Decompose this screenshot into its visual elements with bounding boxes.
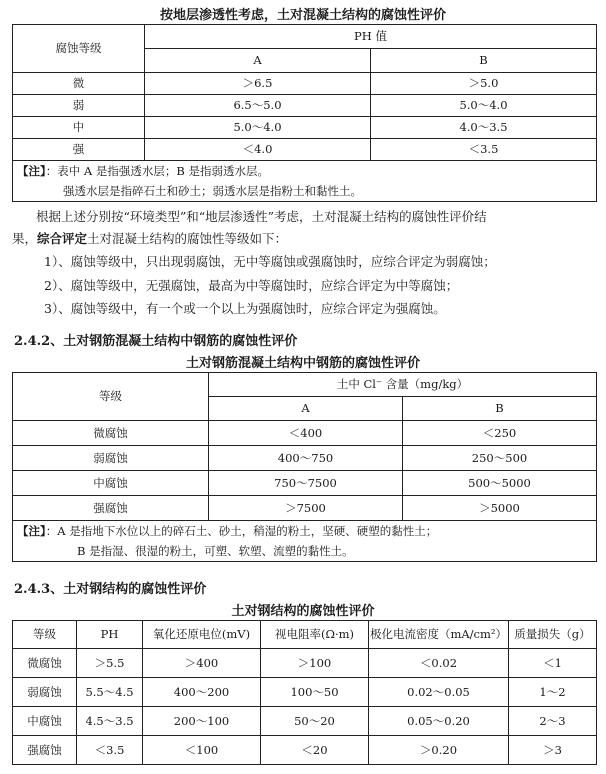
table2-note (13, 521, 597, 562)
criteria-list (44, 250, 496, 321)
table2-cell: 250～500 (403, 446, 597, 471)
table2-cell: ＞7500 (209, 496, 403, 521)
table1-note (13, 161, 597, 202)
note-text: 强透水层是指碎石土和砂土；弱透水层是指粉土和黏性土。 (63, 184, 362, 198)
table3-header: 氧化还原电位(mV) (143, 621, 261, 649)
table-row (13, 736, 597, 765)
table3-cell: ＜20 (261, 736, 369, 765)
note-text: ：A 是指地下水位以上的碎石土、砂土，稍湿的粉土，坚硬、硬塑的黏性土； (45, 524, 438, 538)
paragraph (12, 228, 287, 250)
table1-cell: 4.0～3.5 (371, 117, 597, 139)
table3-cell: 1～2 (509, 678, 597, 707)
table2-cell: ＜250 (403, 421, 597, 446)
table3-cell: 5.5～4.5 (77, 678, 143, 707)
table1-header-b: B (371, 49, 597, 73)
table-row (13, 471, 597, 496)
table2 (12, 372, 597, 562)
table1-header-ph: PH 值 (145, 25, 597, 49)
table1-cell: 强 (13, 139, 145, 161)
table3-header: PH (77, 621, 143, 649)
table3-header: 等级 (13, 621, 77, 649)
table-row (13, 95, 597, 117)
table3-cell: ＞5.5 (77, 649, 143, 678)
table1-caption: 按地层渗透性考虑，土对混凝土结构的腐蚀性评价 (159, 8, 446, 23)
table2-cell: ＞5000 (403, 496, 597, 521)
table2-cell: ＜400 (209, 421, 403, 446)
table1-cell: ＜3.5 (371, 139, 597, 161)
paragraph-bold-text: 综合评定 (37, 231, 88, 246)
table3-cell: 强腐蚀 (13, 736, 77, 765)
paragraph-text: 果， (12, 231, 38, 246)
table2-header-b: B (403, 397, 597, 421)
table1-cell: ＜4.0 (145, 139, 371, 161)
table1-note-row (13, 161, 597, 202)
table2-caption: 土对钢筋混凝土结构中钢筋的腐蚀性评价 (185, 356, 420, 371)
table3-cell: ＞400 (143, 649, 261, 678)
table3-cell: 400～200 (143, 678, 261, 707)
table3-cell: 微腐蚀 (13, 649, 77, 678)
table1-header-grade: 腐蚀等级 (13, 25, 145, 73)
table3-header: 极化电流密度（mA/cm²） (369, 621, 509, 649)
table2-header-grade: 等级 (13, 373, 209, 421)
table3-cell: ＜0.02 (369, 649, 509, 678)
note-text: ：表中 A 是指强透水层；B 是指弱透水层。 (45, 164, 269, 178)
table-row (13, 139, 597, 161)
table-row (13, 678, 597, 707)
table3-cell: 中腐蚀 (13, 707, 77, 736)
table1-cell: 5.0～4.0 (371, 95, 597, 117)
table3-cell: 弱腐蚀 (13, 678, 77, 707)
table2-header-cl: 土中 Cl⁻ 含量（mg/kg） (209, 373, 597, 397)
section-heading-2-4-2: 2.4.2、土对钢筋混凝土结构中钢筋的腐蚀性评价 (14, 334, 298, 349)
paragraph (36, 206, 487, 228)
table1-cell: 中 (13, 117, 145, 139)
table3-cell: ＞3 (509, 736, 597, 765)
list-item: 3）、腐蚀等级中，有一个或一个以上为强腐蚀时，应综合评定为强腐蚀。 (44, 301, 446, 316)
table3-cell: ＜100 (143, 736, 261, 765)
table1-cell: 5.0～4.0 (145, 117, 371, 139)
table2-cell: 微腐蚀 (13, 421, 209, 446)
note-text: B 是指湿、很湿的粉土，可塑、软塑、流塑的黏性土。 (77, 544, 354, 558)
table2-cell: 750～7500 (209, 471, 403, 496)
table-row (13, 117, 597, 139)
table2-cell: 弱腐蚀 (13, 446, 209, 471)
paragraph-text: 土对混凝土结构的腐蚀性等级如下： (87, 231, 288, 246)
table3-cell: 50～20 (261, 707, 369, 736)
table3-cell: ＜1 (509, 649, 597, 678)
table-row (13, 421, 597, 446)
table3-cell: 4.5～3.5 (77, 707, 143, 736)
table2-cell: 强腐蚀 (13, 496, 209, 521)
table3-cell: 0.05～0.20 (369, 707, 509, 736)
table-row (13, 649, 597, 678)
section-heading-2-4-3: 2.4.3、土对钢结构的腐蚀性评价 (14, 582, 207, 597)
table-row (13, 496, 597, 521)
table1-header-a: A (145, 49, 371, 73)
table3-caption: 土对钢结构的腐蚀性评价 (231, 604, 375, 619)
table2-cell: 中腐蚀 (13, 471, 209, 496)
table3-header: 视电阻率(Ω·m) (261, 621, 369, 649)
table1 (12, 24, 597, 202)
table2-cell: 400～750 (209, 446, 403, 471)
table3-cell: ＜3.5 (77, 736, 143, 765)
table3-header: 质量损失（g） (509, 621, 597, 649)
table3-cell: 200～100 (143, 707, 261, 736)
list-item: 2）、腐蚀等级中，无强腐蚀，最高为中等腐蚀时，应综合评定为中等腐蚀； (44, 277, 459, 293)
table1-cell: ＞5.0 (371, 73, 597, 95)
table2-header-a: A (209, 397, 403, 421)
table1-cell: 微 (13, 73, 145, 95)
table1-cell: ＞6.5 (145, 73, 371, 95)
table-row (13, 707, 597, 736)
table3-header-row (13, 621, 597, 649)
table2-note-row (13, 521, 597, 562)
table2-cell: 500～5000 (403, 471, 597, 496)
table3-cell: 100～50 (261, 678, 369, 707)
note-label: 【注】 (17, 524, 46, 538)
note-label: 【注】 (17, 164, 46, 178)
table-row (13, 73, 597, 95)
paragraph-line: 根据上述分别按“环境类型”和“地层渗透性”考虑，土对混凝土结构的腐蚀性评价结 (36, 209, 487, 224)
table1-cell: 6.5～5.0 (145, 95, 371, 117)
table3 (12, 620, 597, 765)
table3-cell: ＞100 (261, 649, 369, 678)
table1-cell: 弱 (13, 95, 145, 117)
table3-cell: 2～3 (509, 707, 597, 736)
table-row (13, 446, 597, 471)
table3-cell: ＞0.20 (369, 736, 509, 765)
table3-cell: 0.02～0.05 (369, 678, 509, 707)
list-item: 1）、腐蚀等级中，只出现弱腐蚀，无中等腐蚀或强腐蚀时，应综合评定为弱腐蚀； (44, 254, 496, 269)
